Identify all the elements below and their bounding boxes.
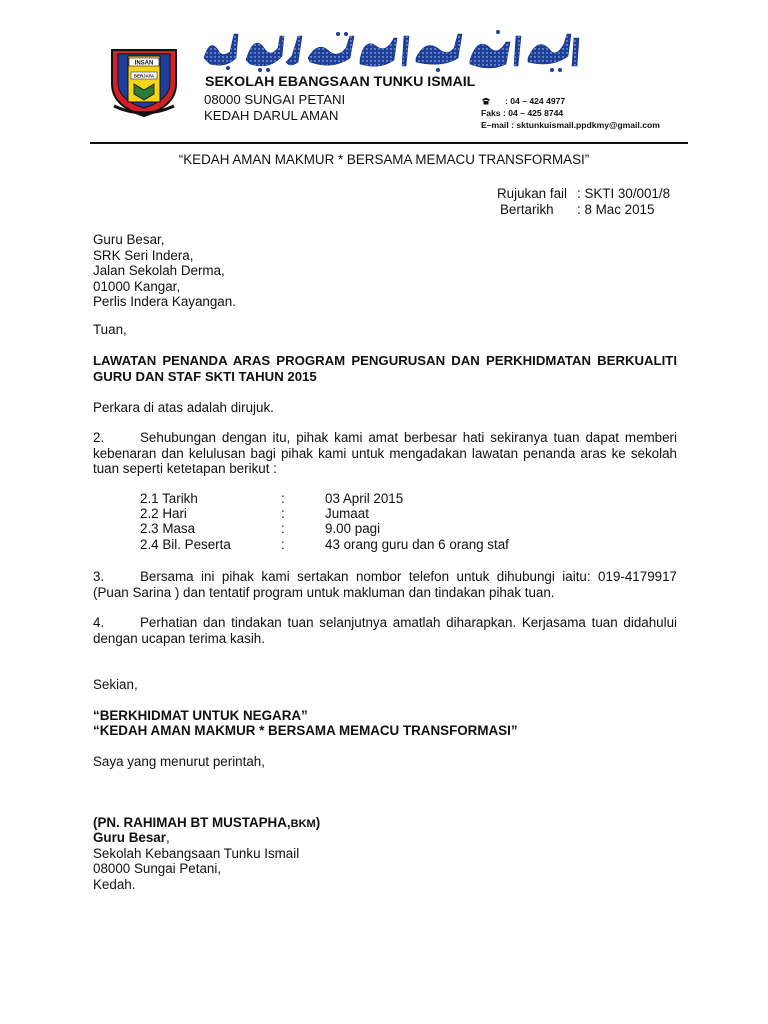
- detail-label: 2.2 Hari: [140, 506, 187, 521]
- letter-date-value: : 8 Mac 2015: [577, 202, 655, 217]
- salutation: Tuan,: [93, 322, 127, 337]
- obedient-line: Saya yang menurut perintah,: [93, 754, 265, 769]
- signatory-honour: BKM: [290, 818, 316, 830]
- crest-top-text: INSAN: [134, 60, 154, 67]
- paragraph-3: [93, 569, 677, 600]
- letter-subject: LAWATAN PENANDA ARAS PROGRAM PENGURUSAN DAN PERKHIDMATAN BERKUALITI GURU DAN STAF SKTI TAHUN 2015: [93, 353, 677, 384]
- recipient-line: Perlis Indera Kayangan.: [93, 294, 236, 309]
- letter-date: [500, 202, 654, 217]
- recipient-block: [93, 232, 236, 310]
- paragraph-text: Sehubungan dengan itu, pihak kami amat berbesar hati sekiranya tuan dapat memberi kebenaran dan kelulusan bagi pihak kami untuk mengadakan lawatan penanda aras ke sekolah tuan seperti ketetapan berikut :: [93, 430, 677, 476]
- crest-bottom-text: BERJAYA: [133, 73, 155, 79]
- detail-label: 2.4 Bil. Peserta: [140, 537, 231, 552]
- signatory-school: Sekolah Kebangsaan Tunku Ismail: [93, 846, 300, 861]
- detail-separator: :: [281, 506, 285, 521]
- school-address-line1: 08000 SUNGAI PETANI: [204, 92, 346, 107]
- slogan-2: “KEDAH AMAN MAKMUR * BERSAMA MEMACU TRANSFORMASI”: [93, 723, 518, 738]
- recipient-line: SRK Seri Indera,: [93, 247, 194, 263]
- telephone-icon: [481, 97, 491, 105]
- recipient-line: 01000 Kangar,: [93, 278, 181, 294]
- detail-separator: :: [281, 537, 285, 552]
- email-address: E–mail : sktunkuismail.ppdkmy@gmail.com: [481, 120, 660, 130]
- detail-value: 03 April 2015: [325, 491, 404, 506]
- paragraph-text: Bersama ini pihak kami sertakan nombor telefon untuk dihubungi iaitu: 019-4179917 (Puan Sarina ) dan tentatif program untuk makluman dan tindakan pihak tuan.: [93, 569, 677, 600]
- fax-number: Faks : 04 – 425 8744: [481, 108, 564, 118]
- signatory-title: [93, 830, 170, 846]
- phone-number: : 04 – 424 4977: [505, 96, 566, 106]
- paragraph-1: Perkara di atas adalah dirujuk.: [93, 400, 274, 415]
- signatory-title-punct: ,: [165, 830, 170, 845]
- paragraph-text: Perhatian dan tindakan tuan selanjutnya amatlah diharapkan. Kerjasama tuan didahului dengan ucapan terima kasih.: [93, 615, 677, 646]
- paragraph-number: 2.: [93, 430, 105, 445]
- file-reference-value: : SKTI 30/001/8: [577, 186, 671, 201]
- signatory-name-end: ): [315, 815, 321, 830]
- motto-heading: “KEDAH AMAN MAKMUR * BERSAMA MEMACU TRANSFORMASI”: [178, 152, 590, 167]
- paragraph-2: [93, 430, 677, 477]
- signatory-title-text: Guru Besar: [93, 830, 166, 845]
- signatory-name-text: (PN. RAHIMAH BT MUSTAPHA,: [93, 815, 291, 830]
- letter-date-label: Bertarikh: [500, 202, 554, 217]
- file-reference-label: Rujukan fail: [497, 186, 567, 201]
- detail-separator: :: [281, 521, 285, 536]
- phone-line: [481, 96, 565, 106]
- letterhead-divider: [90, 142, 688, 144]
- school-crest-logo: [104, 44, 184, 118]
- detail-value: 43 orang guru dan 6 orang staf: [325, 537, 509, 552]
- detail-separator: :: [281, 491, 285, 506]
- school-name: SEKOLAH EBANGSAAN TUNKU ISMAIL: [205, 74, 476, 90]
- signatory-state: Kedah.: [93, 877, 136, 892]
- file-reference: [497, 186, 670, 201]
- detail-label: 2.1 Tarikh: [140, 491, 198, 506]
- paragraph-number: 4.: [93, 615, 105, 630]
- slogan-1: “BERKHIDMAT UNTUK NEGARA”: [93, 708, 308, 723]
- paragraph-4: [93, 615, 677, 646]
- closing: Sekian,: [93, 677, 138, 692]
- signatory-postcode: 08000 Sungai Petani,: [93, 861, 222, 876]
- jawi-calligraphy-logo: [198, 28, 594, 74]
- detail-value: Jumaat: [325, 506, 369, 521]
- paragraph-number: 3.: [93, 569, 105, 584]
- detail-label: 2.3 Masa: [140, 521, 196, 536]
- detail-value: 9.00 pagi: [325, 521, 381, 536]
- recipient-line: Guru Besar,: [93, 232, 165, 247]
- school-address-line2: KEDAH DARUL AMAN: [204, 108, 339, 123]
- recipient-line: Jalan Sekolah Derma,: [93, 263, 225, 278]
